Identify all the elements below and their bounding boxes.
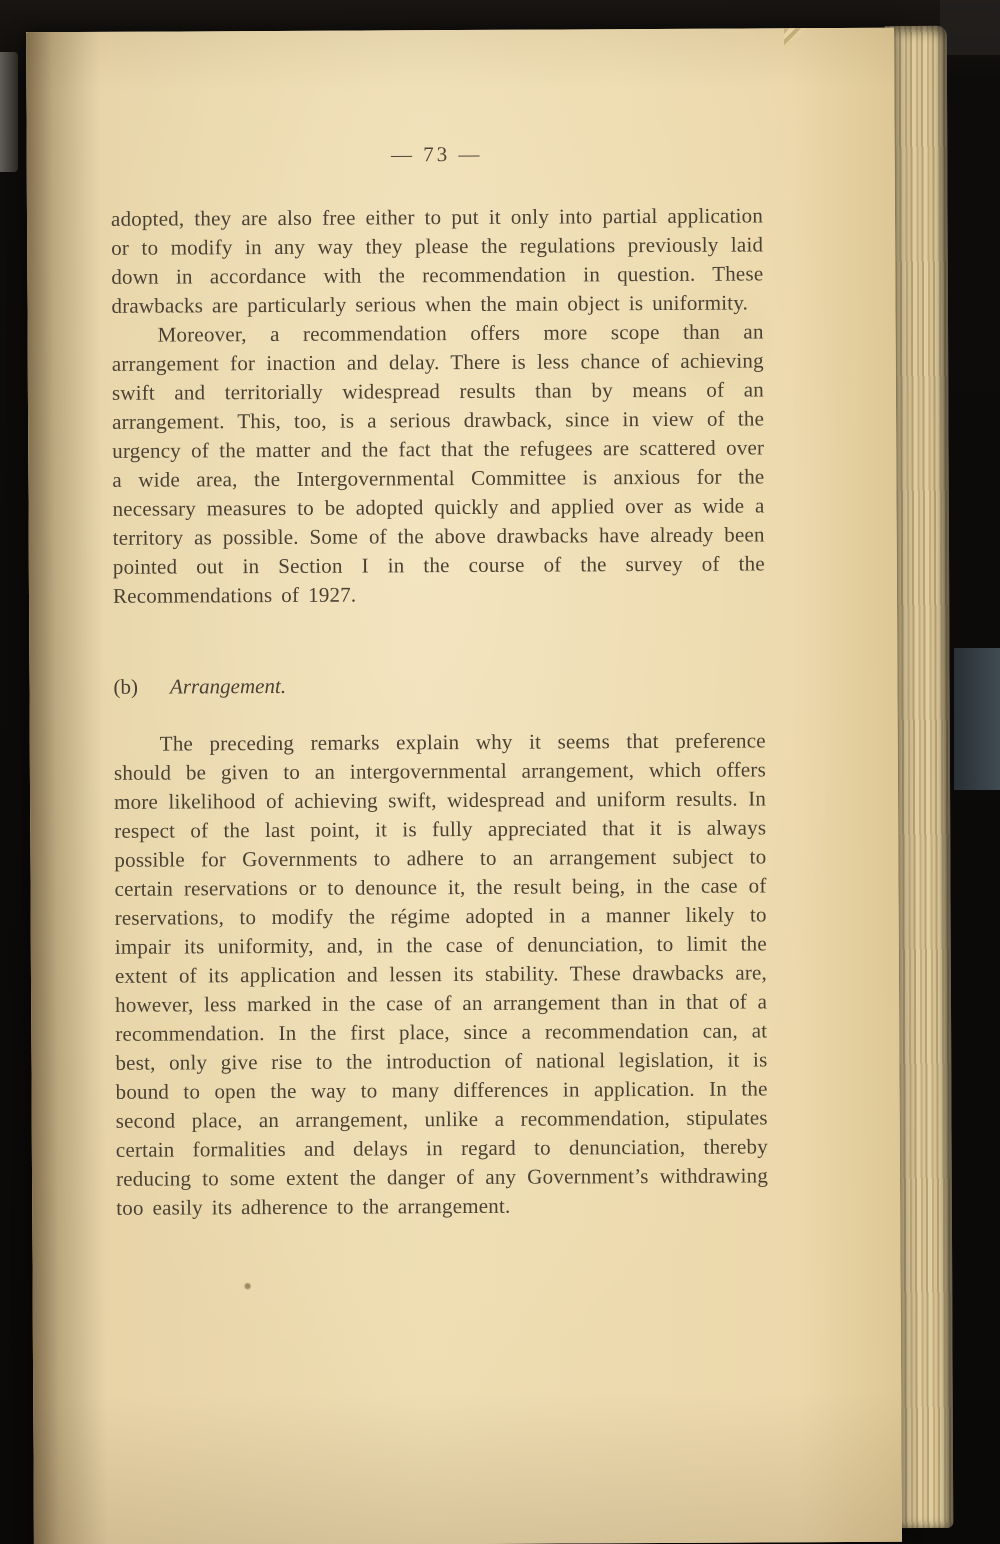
paragraph-continuation: adopted, they are also free either to put it only into partial application or to modify in any way they please the regulations previously laid down in accordance with the recommendation in question. These drawbacks are particularly serious when the main object is uniformity. bbox=[110, 203, 764, 318]
page-corner-curl bbox=[784, 28, 894, 93]
paragraph-moreover: Moreover, a recommendation offers more scope than an arrangement for inaction and delay. There is less chance of achieving swift and territorially widespread results than by means of an arrangement. This, too, is a serious drawback, since in view of the urgency of the matter and the fact that the refugees are scattered over a wide area, the Intergovernmental Committee is anxious for the necessary measures to be adopted quickly and applied over as wide a territory as possible. Some of the above drawbacks have already been pointed out in Section I in the course of the survey of the Recommendations of 1927. bbox=[111, 319, 765, 608]
section-heading-label: (b) bbox=[113, 674, 139, 699]
page-content bbox=[26, 28, 768, 1223]
section-heading-title: Arrangement. bbox=[169, 673, 287, 699]
book-page bbox=[26, 28, 902, 1544]
page-number: — 73 — bbox=[390, 141, 483, 167]
scanner-bed-patch bbox=[954, 648, 1000, 790]
section-heading bbox=[113, 669, 765, 701]
scanner-bed-highlight bbox=[0, 52, 18, 172]
scanner-bed-shadow bbox=[940, 0, 1000, 55]
paragraph-arrangement: The preceding remarks explain why it seems that preference should be given to an intergovernmental arrangement, which offers more likelihood of achieving swift, widespread and uniform results. In respect of the last point, it is fully appreciated that it is always possible for Governments to adhere to an arrangement subject to certain reservations or to denounce it, the result being, in the case of reservations, to modify the régime adopted in a manner likely to impair its uniformity, and, in the case of denunciation, to limit the extent of its application and lessen its stability. These drawbacks are, however, less marked in the case of an arrangement than in that of a recommendation. In the first place, since a recommendation can, at best, only give rise to the introduction of national legislation, it is bound to open the way to many differences in application. In the second place, an arrangement, unlike a recommendation, stipulates certain formalities and delays in regard to denunciation, thereby reducing to some extent the danger of any Government’s withdrawing too easily its adherence to the arrangement. bbox=[113, 728, 769, 1220]
